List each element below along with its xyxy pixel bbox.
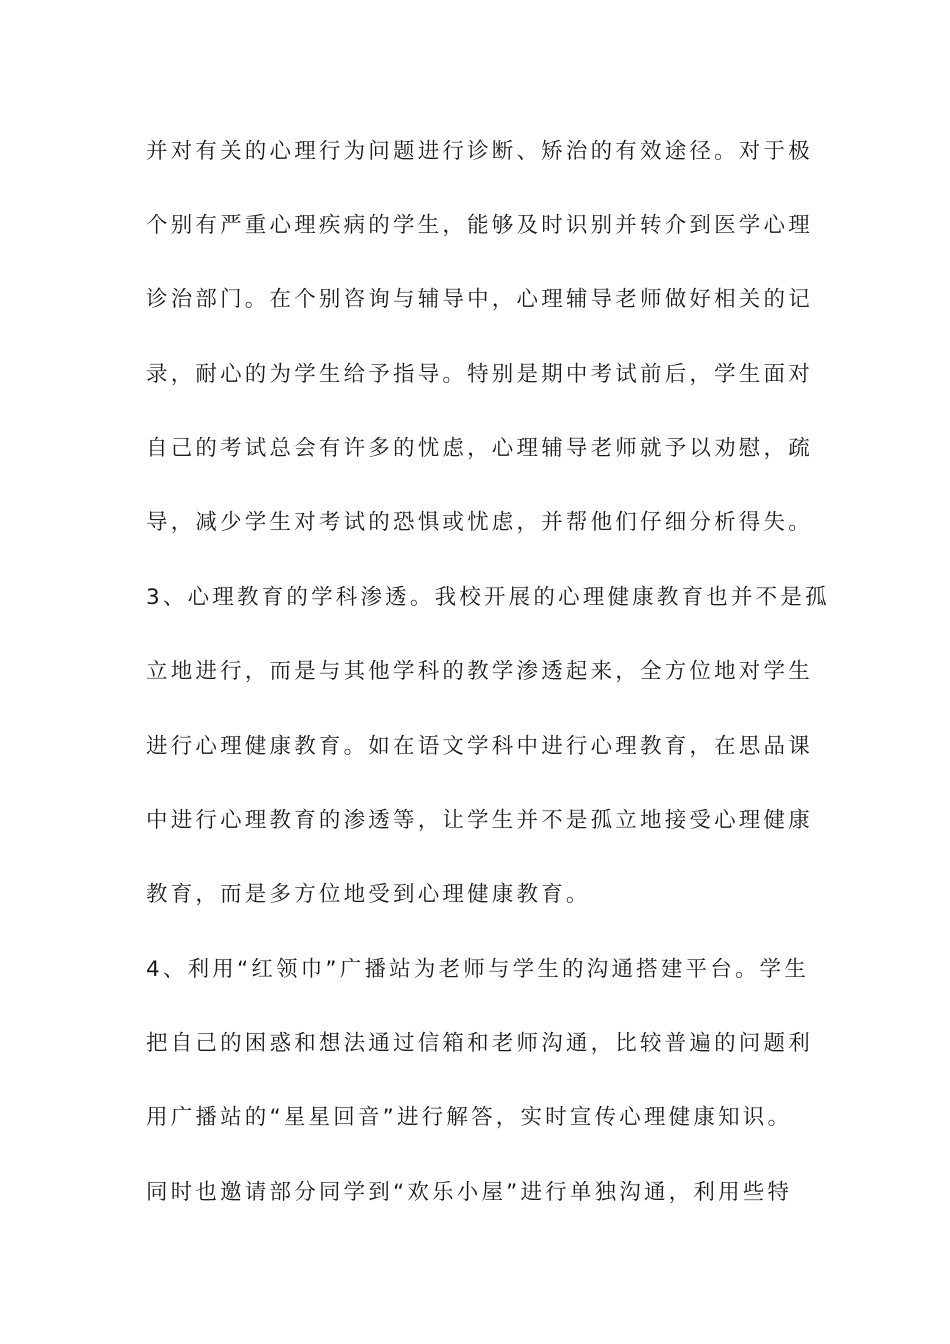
text-line: 中进行心理教育的渗透等，让学生并不是孤立地接受心理健康 (146, 808, 813, 833)
text-line: 立地进行，而是与其他学科的教学渗透起来，全方位地对学生 (146, 659, 813, 684)
text-line: 诊治部门。在个别咨询与辅导中，心理辅导老师做好相关的记 (146, 287, 813, 312)
text-line: 同时也邀请部分同学到“欢乐小屋”进行单独沟通，利用些特 (146, 1180, 793, 1205)
text-line: 个别有严重心理疾病的学生，能够及时识别并转介到医学心理 (146, 213, 813, 238)
text-line: 导，减少学生对考试的恐惧或忧虑，并帮他们仔细分析得失。 (146, 510, 813, 535)
text-line: 教育，而是多方位地受到心理健康教育。 (146, 882, 591, 907)
text-line: 4、利用“红领巾”广播站为老师与学生的沟通搭建平台。学生 (146, 957, 810, 982)
text-line: 录，耐心的为学生给予指导。特别是期中考试前后，学生面对 (146, 362, 813, 387)
text-line: 用广播站的“星星回音”进行解答，实时宣传心理健康知识。 (146, 1105, 793, 1130)
text-line: 把自己的困惑和想法通过信箱和老师沟通，比较普遍的问题利 (146, 1031, 813, 1056)
text-line: 3、心理教育的学科渗透。我校开展的心理健康教育也并不是孤 (146, 585, 830, 610)
text-line: 自己的考试总会有许多的忧虑，心理辅导老师就予以劝慰，疏 (146, 436, 813, 461)
text-line: 并对有关的心理行为问题进行诊断、矫治的有效途径。对于极 (146, 139, 813, 164)
text-line: 进行心理健康教育。如在语文学科中进行心理教育，在思品课 (146, 734, 813, 759)
